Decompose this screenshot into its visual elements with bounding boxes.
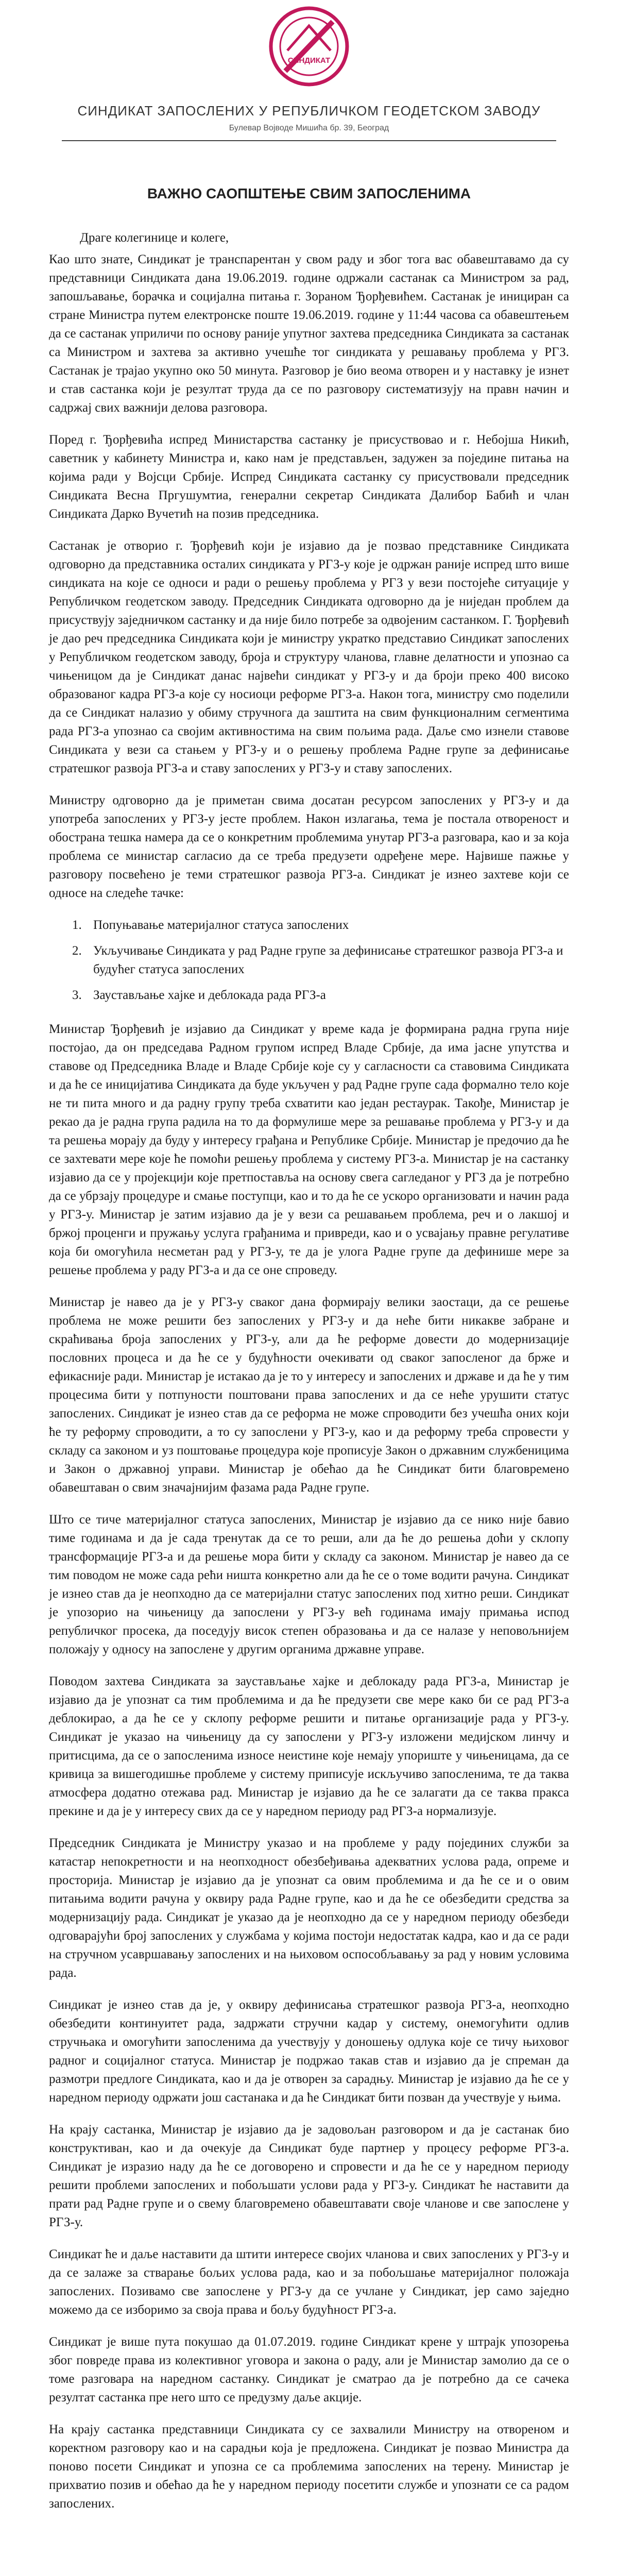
logo-text: СИНДИКАТ [287,56,331,65]
document-title: ВАЖНО САОПШТЕЊЕ СВИМ ЗАПОСЛЕНИМА [147,185,471,201]
logo-emblem-icon [268,5,350,88]
paragraph: Министар Ђорђевић је изјавио да Синдикат у време када је формирана радна група није постојао, да он председава Радном групом испред Владе Србије, да има јасне упутства и ставове од Председника Владе и Владе Србије које су у сагласности са ставовима Синдиката и да ће се иницијатива Синдиката да буде укључен у рад Радне групе сада формално тело које не ти пита много и да радну групу треба схватити као један рестаурак. Такође, Министар је рекао да је радна група радила на то да формулише мере за решавање проблема у РГЗ-у и да та решења морају да буду у интересу грађана и Републике Србије. Министар је предочио да ће се захтевати мере које ће помоћи решењу проблема у систему РГЗ-а. Министар је на састанку изјавио да се у пројекцији које претпоставља на основу свега сагледаног у РГЗ да је потребно да се убрзају процедуре и смање поступци, као и то да ће се ускоро организовати и начин рада у РГЗ-у. Министар је затим изјавио да је у вези са решавањем проблема, реч и о лакшој и бржој проценги и пружању услуга грађанима и привреди, као и о усвајању правне регулативе која би омогућила несметан рад у РГЗ-у, те да је улога Радне групе да дефинише мере за решење проблема у раду РГЗ-а и да се оне спроведу. [49,1022,569,1277]
union-logo [268,5,350,88]
greeting: Драге колегинице и колеге, [80,231,229,245]
organization-name: СИНДИКАТ ЗАПОСЛЕНИХ У РЕПУБЛИЧКОМ ГЕОДЕТСКОМ ЗАВОДУ [77,103,541,118]
list-item: 3. Заустављање хајке и деблокада рада РГЗ-а [85,986,569,1005]
paragraph: Што се тиче материјалног статуса запослених, Министар је изјавио да се нико није бавио тиме годинама и да је сада тренутак да се то реши, али да ће до решења доћи у склопу трансформације РГЗ-а и да решење мора бити у складу са законом. Министар је навео да се тим поводом не може сада рећи ништа конкретно али да ће се о томе водити рачуна. Синдикат је изнео став да је неопходно да се материјални статус запослених под хитно реши. Синдикат је упозорио на чињеницу да запослени у РГЗ-у већ годинама имају примања испод републичког просека, да поседују висок степен образовања и да се налазе у неповољнијем положају у односу на запослене у другим органима државне управе. [49,1513,569,1656]
paragraph: Поред г. Ђорђевића испред Министарства састанку је присуствовао и г. Небојша Никић, саветник у кабинету Министра и, како нам је представљен, задужен за поједине питања на којима ради у Војсци Србије. Испред Синдиката састанку су присуствовали председник Синдиката Весна Пргушумтиа, генерални секретар Синдиката Далибор Бабић и члан Синдиката Дарко Вучетић на позив председника. [49,433,569,521]
paragraph: Министар је навео да је у РГЗ-у сваког дана формирају велики заостаци, да се решење проблема не може решити без запослених у РГЗ-у и да неће бити никакве забране и скраћивања броја запослених у РГЗ-у, али да ће реформе довести до модернизације пословних процеса и да ће се у будућности очекивати од сваког запосленог да брже и ефикасније ради. Министар је истакао да је то у интересу и запослених и државе и да ће у тим процесима бити у потпуности поштовани права запослених и да се неће урушити статус запослених. Синдикат је изнео став да се реформа не може спроводити без учешћа оних који ће ту реформу спроводити, а то су запослени у РГЗ-у, као и да реформу треба спровести у складу са законом и уз поштовање процедура које прописује Закон о државним службеницима и Закон о државној управи. Министар је обећао да ће Синдикат бити благовремено обавештаван о свим значајнијим фазама рада Радне групе. [49,1295,569,1495]
header-divider [62,140,556,141]
paragraph: Као што знате, Синдикат је транспарентан у свом раду и због тога вас обавештавамо да су представници Синдиката дана 19.06.2019. године одржали састанак са Министром за рад, запошљавање, борачка и социјална питања г. Зораном Ђорђевићем. Састанак је инициран са стране Министра путем електронске поште 19.06.2019. године у 11:44 часова са обавештењем да се састанак уприличи по основу раније упутног захтева председника Синдиката за састанак са Министром и захтева за активно учешће тог синдиката у решавању проблема у РГЗ. Састанак је трајао укупно око 50 минута. Разговор је био веома отворен и у наставку је изнет и став састанка који је резултат труда да се по разговору систематизују на правн начин и садржај свих важнији делова разговора. [49,252,569,415]
demands-list [49,916,569,1005]
paragraph: На крају састанка представници Синдиката су се захвалили Министру на отвореном и коректном разговору као и на сарадњи која је предложена. Синдикат је позвао Министра да поново посети Синдикат и упозна се са проблемима запослених на терену. Министар је прихватио позив и обећао да ће у наредном периоду посетити службе и упознати се са радом запослених. [49,2422,569,2511]
paragraph: Синдикат ће и даље наставити да штити интересе својих чланова и свих запослених у РГЗ-у и да се залаже за стварање бољих услова рада, као и за побољшање материјалног положаја запослених. Позивамо све запослене у РГЗ-у да се учлане у Синдикат, јер само заједно можемо да се изборимо за своја права и бољу будућност РГЗ-а. [49,2247,569,2317]
paragraph: Председник Синдиката је Министру указао и на проблеме у раду појединих служби за катастар непокретности и на неопходност обезбеђивања адекватних услова рада, опреме и просторија. Министар је изјавио да је упознат са овим проблемима и да ће се и о овим питањима водити рачуна у оквиру рада Радне групе, као и да ће се обезбедити средства за модернизацију рада. Синдикат је указао да је неопходно да се у наредном периоду обезбеди одговарајући број запослених у службама у којима постоји недостатак кадра, као и да се ради на стручном усавршавању запослених и на њиховом оспособљавању за рад у новим условима рада. [49,1836,569,1980]
paragraph: Синдикат је више пута покушао да 01.07.2019. године Синдикат крене у штрајк упозорења због повреде права из колективног уговора и закона о раду, али је Министар замолио да се о томе разговара на наредном састанку. Синдикат је сматрао да је потребно да се сачека резултат састанка пре него што се предузму даље акције. [49,2335,569,2404]
document-body [49,185,569,2527]
paragraph: Поводом захтева Синдиката за заустављање хајке и деблокаду рада РГЗ-а, Министар је изјавио да је упознат са тим проблемима и да ће предузети све мере како би се рад РГЗ-а деблокирао, а да ће се у склопу реформе решити и питање организације рада у РГЗ-у. Синдикат је указао на чињеницу да су запослени у РГЗ-у изложени медијском линчу и притисцима, да се о запосленима износе неистине које немају упориште у чињеницама, да се кривица за вишегодишње проблеме у систему приписује искључиво запосленима, те да таква атмосфера додатно отежава рад. Министар је изјавио да ће се залагати да се таква пракса прекине и да је у интересу свих да се у наредном периоду рад РГЗ-а нормализује. [49,1674,569,1818]
paragraph: На крају састанка, Министар је изјавио да је задовољан разговором и да је састанак био конструктиван, као и да очекује да Синдикат буде партнер у процесу реформе РГЗ-а. Синдикат је изразио наду да ће се договорено и спровести и да ће се у наредном периоду решити проблеми запослених и побољшати услови рада у РГЗ-у. Синдикат ће наставити да прати рад Радне групе и о свему благовремено обавештавати своје чланове и све запослене у РГЗ-у. [49,2123,569,2229]
organization-address: Булевар Војводе Мишића бр. 39, Београд [229,124,389,132]
paragraph: Састанак је отворио г. Ђорђевић који је изјавио да је позвао представнике Синдиката одговорно да представника осталих синдиката у РГЗ-у које је одржан раније испред што више синдиката на које се односи и ради о решењу проблема у РГЗ у вези постојеће ситуације у Републичком геодетском заводу. Председник Синдиката одговорно да је ниједан проблем да присуствују заједничком састанку и да није било потребе за одвојеним састанком. Г. Ђорђевић је дао реч председника Синдиката који је министру укратко представио Синдикат запослених у Републичком геодетском заводу, броја и структуру чланова, главне делатности и упознао са чињеницом да је Синдикат данас највећи синдикат у РГЗ-у и да броји преко 400 високо образованог кадра РГЗ-а које су носиоци реформе РГЗ-а. Након тога, министру смо поделили да се Синдикат налазио у обиму стручнога да заштита на свим функционалним сегментима рада РГЗ-а упознао са својим активностима на свим пољима рада. Даље смо изнели ставове Синдиката у вези са стањем у РГЗ-у и о решењу проблема Радне групе за дефинисање стратешког развоја РГЗ-а и ставу запослених у РГЗ-у и ставу запослених. [49,539,569,775]
paragraph: Синдикат је изнео став да је, у оквиру дефинисања стратешког развоја РГЗ-а, неопходно обезбедити континуитет рада, задржати стручни кадар у систему, онемогућити одлив стручњака и омогућити запосленима да учествују у доношењу одлука које се тичу њиховог радног и социјалног статуса. Министар је подржао такав став и изјавио да је спреман да размотри предлоге Синдиката, као и да је отворен за сарадњу. Министар је изјавио да ће се у наредном периоду одржати још састанака и да ће Синдикат бити позван да учествује у њима. [49,1998,569,2105]
list-item: 1. Попуњавање материјалног статуса запослених [85,916,569,935]
list-item: 2. Укључивање Синдиката у рад Радне групе за дефинисање стратешког развоја РГЗ-а и будућег статуса запослених [85,942,569,979]
paragraph: Министру одговорно да је приметан свима досатан ресурсом запослених у РГЗ-у и да употреба запослених у РГЗ-у јесте проблем. Након излагања, тема је постала отвореност и обострана тешка намера да се о конкретним проблемима унутар РГЗ-а разговара, као и за која проблема се министар сагласио да се треба предузети одређене мере. Највише пажње у разговору посвећено је теми стратешког развоја РГЗ-а. Синдикат је изнео захтеве који се односе на следеће тачке: [49,793,569,900]
